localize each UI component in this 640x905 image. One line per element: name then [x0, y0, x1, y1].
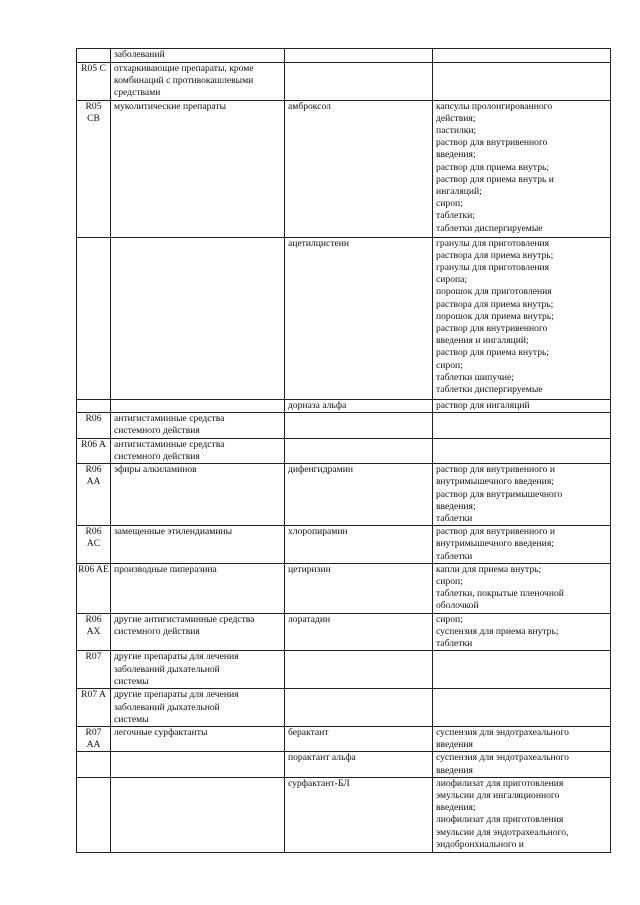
dosage-form-cell — [433, 63, 611, 101]
dosage-form-line: раствор для приема внутрь и — [436, 173, 554, 185]
group-line: комбинаций с противокашлевыми — [114, 75, 254, 87]
dosage-form-cell — [433, 651, 611, 689]
dosage-form-cell — [433, 777, 611, 852]
group-cell — [111, 752, 285, 777]
dosage-form-line: капли для приема внутрь; — [436, 563, 542, 575]
dosage-form-line: таблетки диспергируемые — [436, 222, 543, 234]
dosage-form-line: порошок для приготовления — [436, 286, 552, 298]
drug-name-cell — [285, 49, 433, 63]
table-row — [77, 727, 611, 752]
atc-code: R06 — [85, 412, 102, 424]
group-line: муколитические препараты — [114, 100, 227, 112]
drug-name-cell — [285, 563, 433, 613]
dosage-form-line: сиропа; — [436, 274, 468, 286]
dosage-form-line: таблетки диспергируемые — [436, 384, 543, 396]
atc-code-cell — [77, 464, 111, 526]
drug-name-line: сурфактант-БЛ — [288, 777, 350, 789]
drug-name-cell — [285, 689, 433, 727]
drug-name-cell — [285, 777, 433, 852]
dosage-form-line: таблетки, покрытые пленочной — [436, 588, 564, 600]
drug-name-line: ацетилцистеин — [288, 237, 350, 249]
dosage-form-line: таблетки шипучие; — [436, 371, 514, 383]
drug-name-cell — [285, 651, 433, 689]
group-line: системного действия — [114, 626, 200, 638]
dosage-form-line: гранулы для приготовления — [436, 237, 550, 249]
atc-code-cell — [77, 563, 111, 613]
dosage-form-line: лиофилизат для приготовления — [436, 814, 564, 826]
dosage-form-line: действия; — [436, 112, 476, 124]
group-cell — [111, 613, 285, 651]
dosage-form-line: раствор для внутривенного и — [436, 464, 555, 476]
group-line: замещенные этилендиамины — [114, 526, 233, 538]
table-row — [77, 689, 611, 727]
drug-name-line: порактант альфа — [288, 752, 356, 764]
atc-code-cell — [77, 613, 111, 651]
drug-name-line: дифенгидрамин — [288, 464, 353, 476]
group-line: системы — [114, 713, 149, 725]
atc-code: R07 — [85, 651, 102, 663]
group-cell — [111, 464, 285, 526]
dosage-form-line: раствор для внутривенного — [436, 323, 548, 335]
group-cell — [111, 49, 285, 63]
group-line: системного действия — [114, 451, 200, 463]
group-line: системного действия — [114, 425, 200, 437]
atc-code: R06 AC — [85, 526, 102, 550]
drug-name-cell — [285, 63, 433, 101]
group-cell — [111, 412, 285, 438]
dosage-form-line: раствор для внутривенного и — [436, 526, 555, 538]
atc-code-cell — [77, 412, 111, 438]
drug-name-cell — [285, 613, 433, 651]
drug-name-line: цетиризин — [288, 563, 331, 575]
atc-code: R06 AE — [78, 563, 109, 575]
dosage-form-line: суспензия для эндотрахеального — [436, 752, 569, 764]
atc-code: R07 A — [81, 689, 106, 701]
dosage-form-line: раствор для приема внутрь; — [436, 161, 550, 173]
group-line: системы — [114, 675, 149, 687]
dosage-form-cell — [433, 438, 611, 463]
atc-code: R06 AA — [85, 464, 102, 488]
group-line: эфиры алкиламинов — [114, 464, 197, 476]
table-row — [77, 412, 611, 438]
group-cell — [111, 563, 285, 613]
dosage-form-cell — [433, 526, 611, 564]
group-cell — [111, 689, 285, 727]
group-line: средствами — [114, 87, 161, 99]
dosage-form-line: оболочкой — [436, 600, 479, 612]
dosage-form-line: таблетки — [436, 550, 473, 562]
table-row — [77, 651, 611, 689]
dosage-form-line: сироп; — [436, 359, 463, 371]
dosage-form-line: раствор для ингаляций — [436, 399, 530, 411]
dosage-form-line: эмульсии для эндотрахеального, — [436, 826, 569, 838]
dosage-form-cell — [433, 412, 611, 438]
dosage-form-line: гранулы для приготовления — [436, 262, 550, 274]
dosage-form-cell — [433, 49, 611, 63]
table-row — [77, 752, 611, 777]
group-cell — [111, 651, 285, 689]
dosage-form-line: ингаляций; — [436, 186, 482, 198]
dosage-form-cell — [433, 752, 611, 777]
drug-name-cell — [285, 526, 433, 564]
group-line: производные пиперазина — [114, 563, 217, 575]
dosage-form-line: суспензия для приема внутрь; — [436, 626, 559, 638]
drug-name-line: лоратадин — [288, 613, 331, 625]
dosage-form-line: раствора для приема внутрь; — [436, 249, 554, 261]
atc-code-cell — [77, 689, 111, 727]
dosage-form-cell — [433, 237, 611, 399]
group-cell — [111, 777, 285, 852]
dosage-form-line: введения и ингаляций; — [436, 335, 529, 347]
atc-code: R06 A — [81, 438, 106, 450]
group-cell — [111, 438, 285, 463]
group-cell — [111, 100, 285, 237]
drug-name-cell — [285, 438, 433, 463]
group-cell — [111, 63, 285, 101]
dosage-form-cell — [433, 727, 611, 752]
table-row — [77, 526, 611, 564]
dosage-form-line: введения; — [436, 500, 476, 512]
group-cell — [111, 399, 285, 412]
dosage-form-line: суспензия для эндотрахеального — [436, 727, 569, 739]
atc-code-cell — [77, 399, 111, 412]
table-row — [77, 777, 611, 852]
dosage-form-line: раствор для внутримышечного — [436, 488, 563, 500]
drug-table — [76, 48, 611, 853]
dosage-form-cell — [433, 464, 611, 526]
dosage-form-line: введения; — [436, 149, 476, 161]
group-line: другие антигистаминные средства — [114, 613, 255, 625]
dosage-form-line: эндобронхиального и — [436, 838, 524, 850]
dosage-form-cell — [433, 399, 611, 412]
dosage-form-cell — [433, 613, 611, 651]
drug-name-cell — [285, 237, 433, 399]
table-row — [77, 237, 611, 399]
table-row — [77, 563, 611, 613]
atc-code-cell — [77, 526, 111, 564]
atc-code: R07 AA — [85, 727, 102, 751]
atc-code-cell — [77, 438, 111, 463]
drug-name-cell — [285, 752, 433, 777]
dosage-form-line: сироп; — [436, 198, 463, 210]
atc-code: R06 AX — [85, 613, 102, 638]
table-row — [77, 100, 611, 237]
drug-name-cell — [285, 100, 433, 237]
document-page — [76, 48, 610, 853]
table-row — [77, 438, 611, 463]
drug-name-line: берактант — [288, 727, 329, 739]
group-line: антигистаминные средства — [114, 412, 225, 424]
drug-name-cell — [285, 399, 433, 412]
group-line: заболеваний дыхательной — [114, 701, 220, 713]
dosage-form-cell — [433, 563, 611, 613]
dosage-form-line: сироп; — [436, 613, 463, 625]
atc-code: R05 C — [81, 63, 106, 74]
dosage-form-line: таблетки — [436, 513, 473, 525]
atc-code-cell — [77, 777, 111, 852]
atc-code-cell — [77, 727, 111, 752]
group-line: другие препараты для лечения — [114, 689, 239, 701]
dosage-form-line: введения — [436, 764, 473, 776]
group-cell — [111, 237, 285, 399]
dosage-form-line: введения; — [436, 802, 476, 814]
group-line: отхаркивающие препараты, кроме — [114, 63, 254, 74]
dosage-form-line: внутримышечного введения; — [436, 538, 554, 550]
dosage-form-line: раствора для приема внутрь; — [436, 298, 554, 310]
atc-code-cell — [77, 100, 111, 237]
drug-name-cell — [285, 464, 433, 526]
table-row — [77, 63, 611, 101]
dosage-form-line: раствор для приема внутрь; — [436, 347, 550, 359]
dosage-form-cell — [433, 100, 611, 237]
dosage-form-line: раствор для внутривенного — [436, 137, 548, 149]
table-row — [77, 613, 611, 651]
atc-code-cell — [77, 237, 111, 399]
drug-name-line: дорназа альфа — [288, 399, 347, 411]
drug-table-body — [77, 49, 611, 853]
drug-name-cell — [285, 412, 433, 438]
drug-name-line: хлоропирамин — [288, 526, 348, 538]
dosage-form-line: таблетки; — [436, 210, 475, 222]
atc-code-cell — [77, 651, 111, 689]
atc-code-cell — [77, 49, 111, 63]
drug-name-cell — [285, 727, 433, 752]
dosage-form-line: порошок для приема внутрь; — [436, 310, 554, 322]
dosage-form-cell — [433, 689, 611, 727]
group-line: легочные сурфактанты — [114, 727, 208, 739]
table-row — [77, 464, 611, 526]
dosage-form-line: таблетки — [436, 638, 473, 650]
group-cell — [111, 526, 285, 564]
group-cell — [111, 727, 285, 752]
group-line: другие препараты для лечения — [114, 651, 239, 663]
dosage-form-line: пастилки; — [436, 125, 477, 137]
dosage-form-line: сироп; — [436, 576, 463, 588]
atc-code-cell — [77, 63, 111, 101]
dosage-form-line: внутримышечного введения; — [436, 476, 554, 488]
dosage-form-line: введения — [436, 739, 473, 751]
table-row — [77, 49, 611, 63]
group-line: заболеваний — [114, 49, 165, 60]
table-row — [77, 399, 611, 412]
dosage-form-line: эмульсии для ингаляционного — [436, 790, 560, 802]
group-line: антигистаминные средства — [114, 438, 225, 450]
group-line: заболеваний дыхательной — [114, 663, 220, 675]
atc-code-cell — [77, 752, 111, 777]
atc-code: R05 CB — [85, 100, 102, 124]
dosage-form-line: капсулы пролонгированного — [436, 100, 553, 112]
drug-name-line: амброксол — [288, 100, 331, 112]
dosage-form-line: лиофилизат для приготовления — [436, 777, 564, 789]
